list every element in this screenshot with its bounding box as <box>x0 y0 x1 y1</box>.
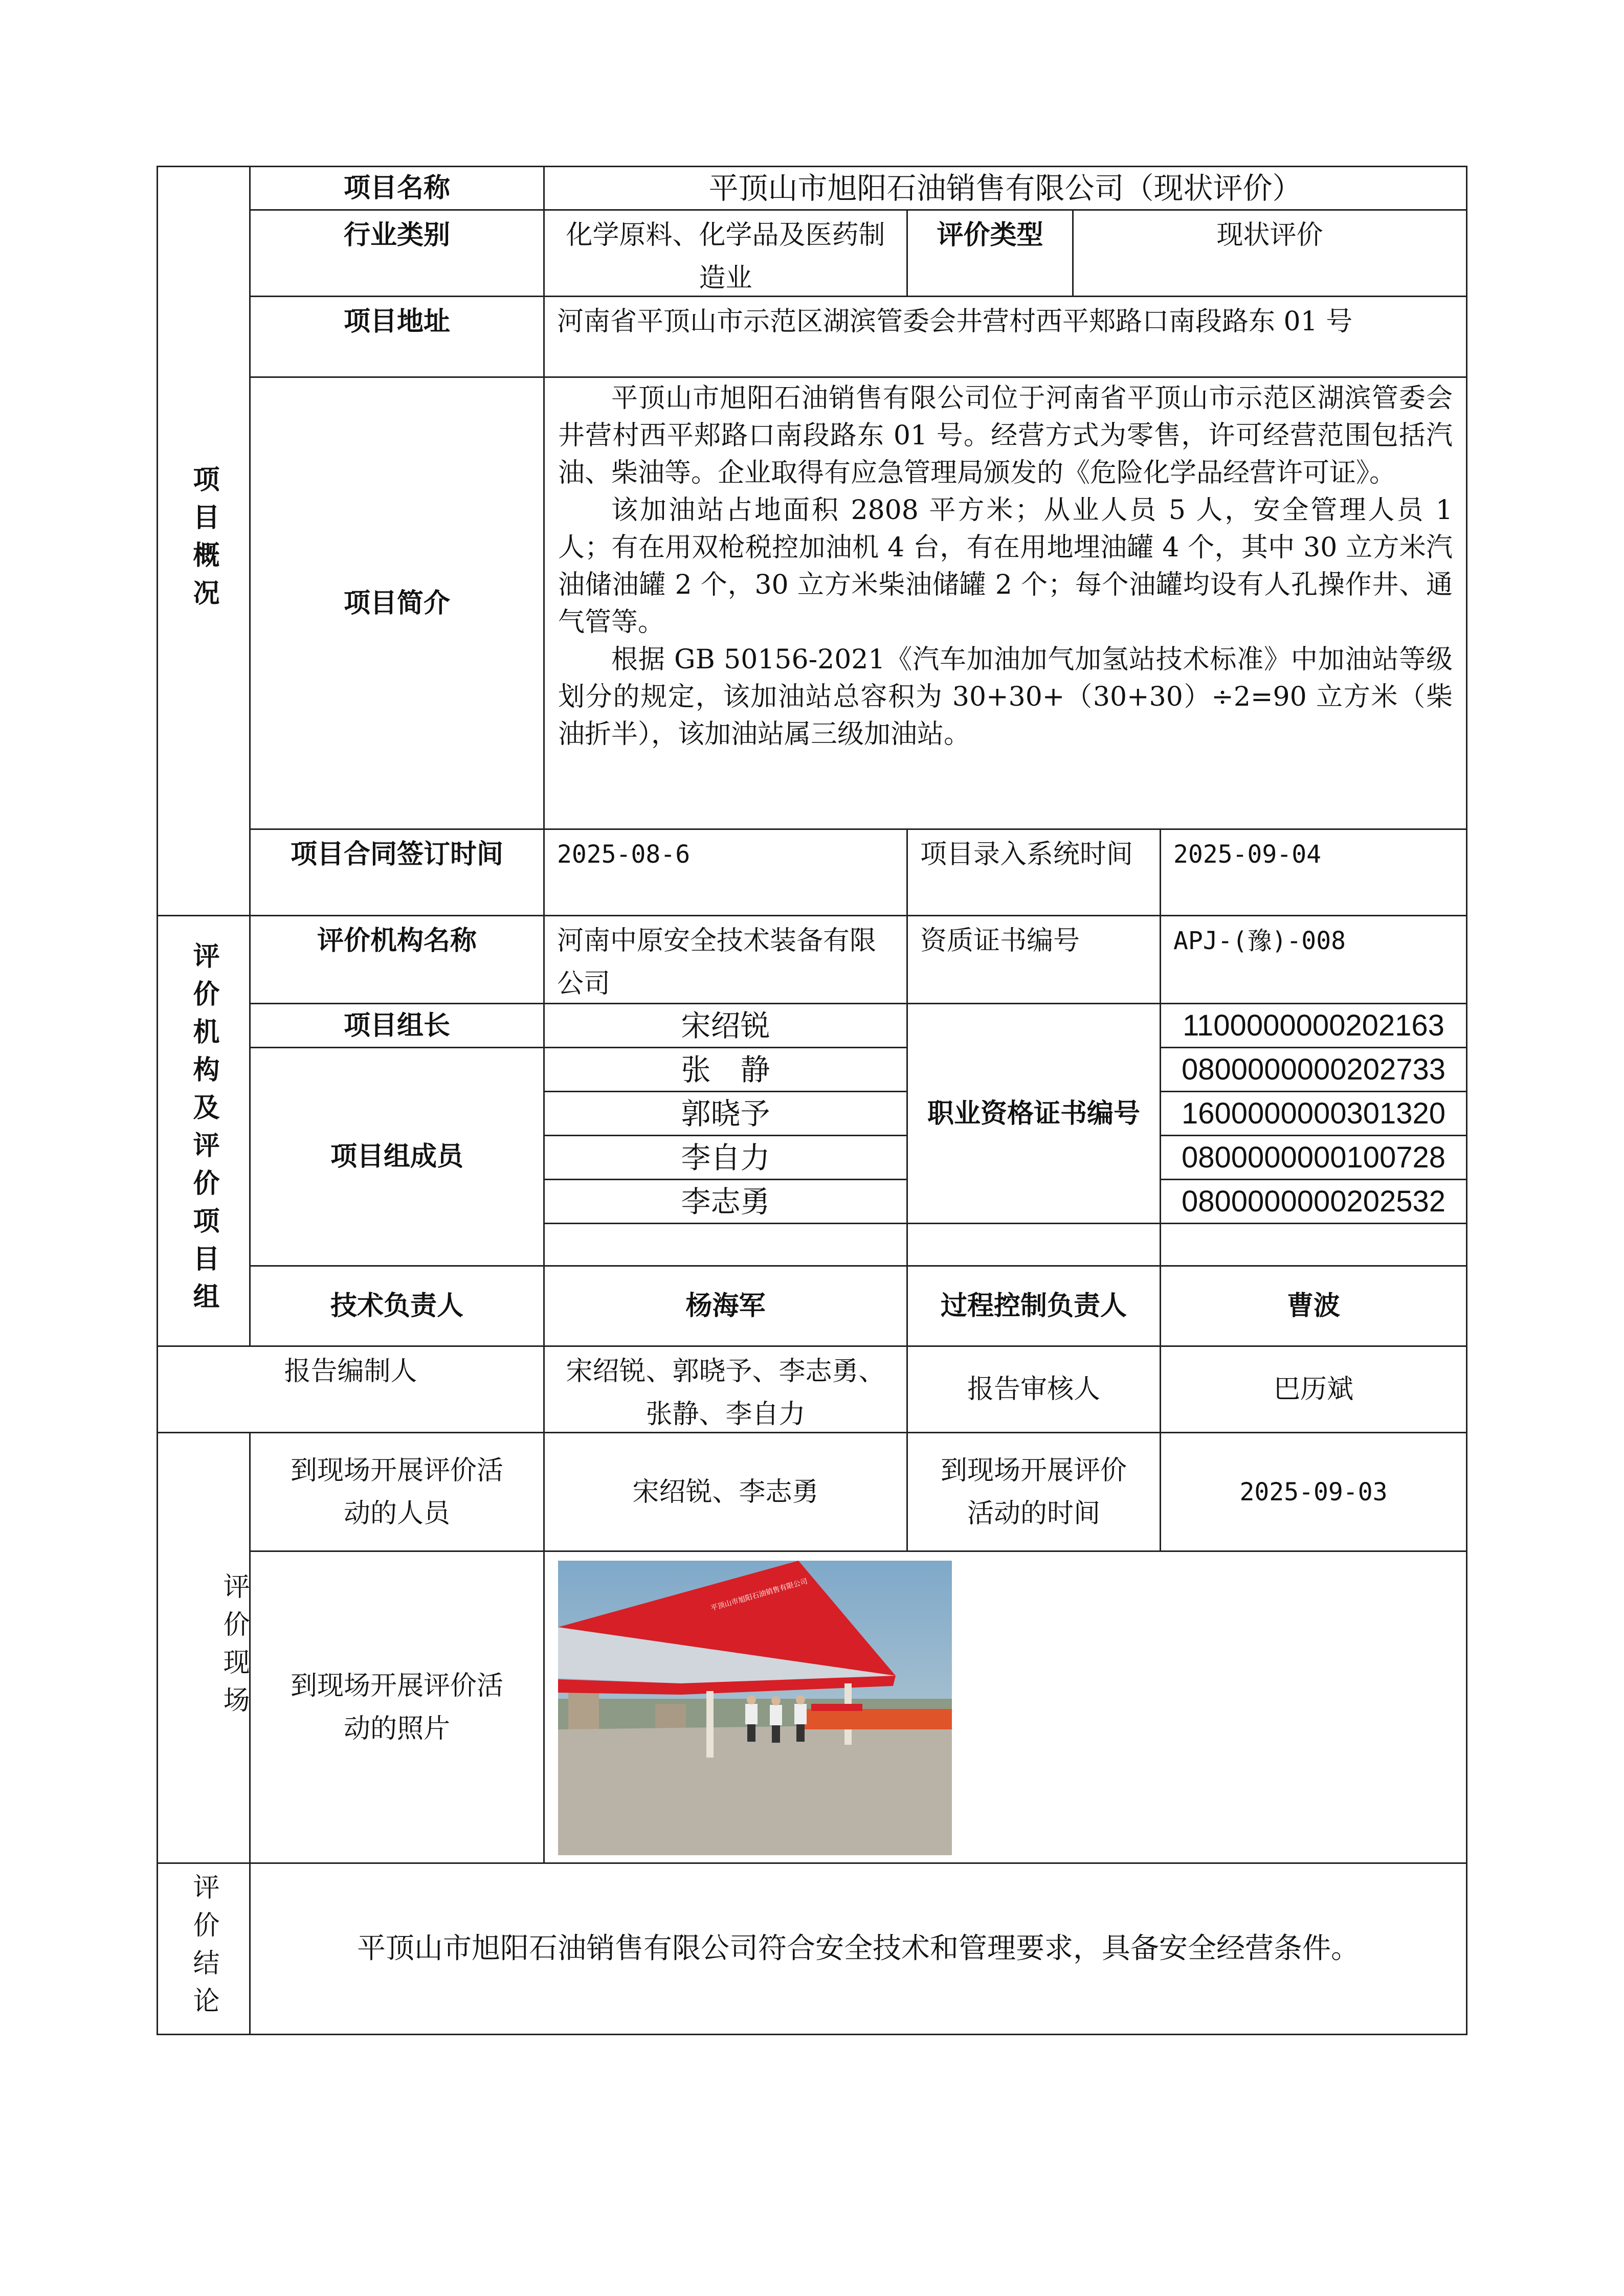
industry-value: 化学原料、化学品及医药制造业 <box>543 209 908 297</box>
tech-lead-label: 技术负责人 <box>249 1265 545 1347</box>
member-name: 张 静 <box>543 1047 908 1092</box>
cert-number: 0800000000100728 <box>1160 1135 1467 1180</box>
eval-type-value: 现状评价 <box>1072 209 1467 297</box>
intro-text <box>543 376 1467 830</box>
project-name-value: 平顶山市旭阳石油销售有限公司（现状评价） <box>543 166 1467 211</box>
leader-label: 项目组长 <box>249 1003 545 1048</box>
member-name: 郭晓予 <box>543 1091 908 1136</box>
report-reviewer: 巴历斌 <box>1160 1345 1467 1433</box>
contract-date-label: 项目合同签订时间 <box>249 828 545 916</box>
cert-label: 职业资格证书编号 <box>906 1003 1161 1224</box>
intro-label: 项目简介 <box>249 376 545 830</box>
section-overview-label: 项目概况 <box>157 166 251 916</box>
entry-date-label: 项目录入系统时间 <box>906 828 1161 916</box>
address-value: 河南省平顶山市示范区湖滨管委会井营村西平郏路口南段路东 01 号 <box>543 296 1467 378</box>
leader-name: 宋绍锐 <box>543 1003 908 1048</box>
process-lead-label: 过程控制负责人 <box>906 1265 1161 1347</box>
cert-number: 1100000000202163 <box>1160 1003 1467 1048</box>
site-time-label: 到现场开展评价活动的时间 <box>906 1432 1161 1552</box>
process-lead-name: 曹波 <box>1160 1265 1467 1347</box>
intro-paragraph: 根据 GB 50156-2021《汽车加油加气加氢站技术标准》中加油站等级划分的规定，该加油站总容积为 30+30+（30+30）÷2=90 立方米（柴油折半），该加油站属三级加油站。 <box>558 644 1453 750</box>
cert-number: 1600000000301320 <box>1160 1091 1467 1136</box>
site-photo-label: 到现场开展评价活动的照片 <box>249 1550 545 1864</box>
tech-lead-name: 杨海军 <box>543 1265 908 1347</box>
member-name: 李自力 <box>543 1135 908 1180</box>
eval-type-label: 评价类型 <box>906 209 1074 297</box>
site-people-label: 到现场开展评价活动的人员 <box>249 1432 545 1552</box>
section-site-label: 评价现场 <box>157 1432 251 1864</box>
section-conclusion-label: 评价结论 <box>157 1862 251 2035</box>
report-authors: 宋绍锐、郭晓予、李志勇、张静、李自力 <box>543 1345 908 1433</box>
empty-cell <box>1160 1223 1467 1267</box>
org-label: 评价机构名称 <box>249 915 545 1004</box>
canopy-sign-text: 平顶山市旭阳石油销售有限公司 <box>709 1577 809 1613</box>
address-label: 项目地址 <box>249 296 545 378</box>
report-author-label: 报告编制人 <box>157 1345 545 1433</box>
cert-number: 0800000000202733 <box>1160 1047 1467 1092</box>
conclusion-text: 平顶山市旭阳石油销售有限公司符合安全技术和管理要求，具备安全经营条件。 <box>249 1862 1467 2035</box>
members-label: 项目组成员 <box>249 1047 545 1267</box>
qual-label: 资质证书编号 <box>906 915 1161 1004</box>
empty-cell <box>906 1223 1161 1267</box>
project-name-label: 项目名称 <box>249 166 545 211</box>
section-team-label: 评价机构及评价项目组 <box>157 915 251 1347</box>
contract-date-value: 2025-08-6 <box>543 828 908 916</box>
member-name: 李志勇 <box>543 1179 908 1224</box>
intro-paragraph: 该加油站占地面积 2808 平方米；从业人员 5 人，安全管理人员 1 人；有在用双枪税控加油机 4 台，有在用地埋油罐 4 个，其中 30 立方米汽油储油罐 2 个，30 立方米柴油储罐 2 个；每个油罐均设有人孔操作井、通气管等。 <box>558 495 1453 638</box>
entry-date-value: 2025-09-04 <box>1160 828 1467 916</box>
report-reviewer-label: 报告审核人 <box>906 1345 1161 1433</box>
site-time: 2025-09-03 <box>1160 1432 1467 1552</box>
industry-label: 行业类别 <box>249 209 545 297</box>
qual-value: APJ-(豫)-008 <box>1160 915 1467 1004</box>
cert-number: 0800000000202532 <box>1160 1179 1467 1224</box>
org-value: 河南中原安全技术装备有限公司 <box>543 915 908 1004</box>
intro-paragraph: 平顶山市旭阳石油销售有限公司位于河南省平顶山市示范区湖滨管委会井营村西平郏路口南段路东 01 号。经营方式为零售，许可经营范围包括汽油、柴油等。企业取得有应急管理局颁发的《危险化学品经营许可证》。 <box>558 383 1453 488</box>
empty-cell <box>543 1223 908 1267</box>
site-people: 宋绍锐、李志勇 <box>543 1432 908 1552</box>
site-photo <box>558 1561 952 1855</box>
